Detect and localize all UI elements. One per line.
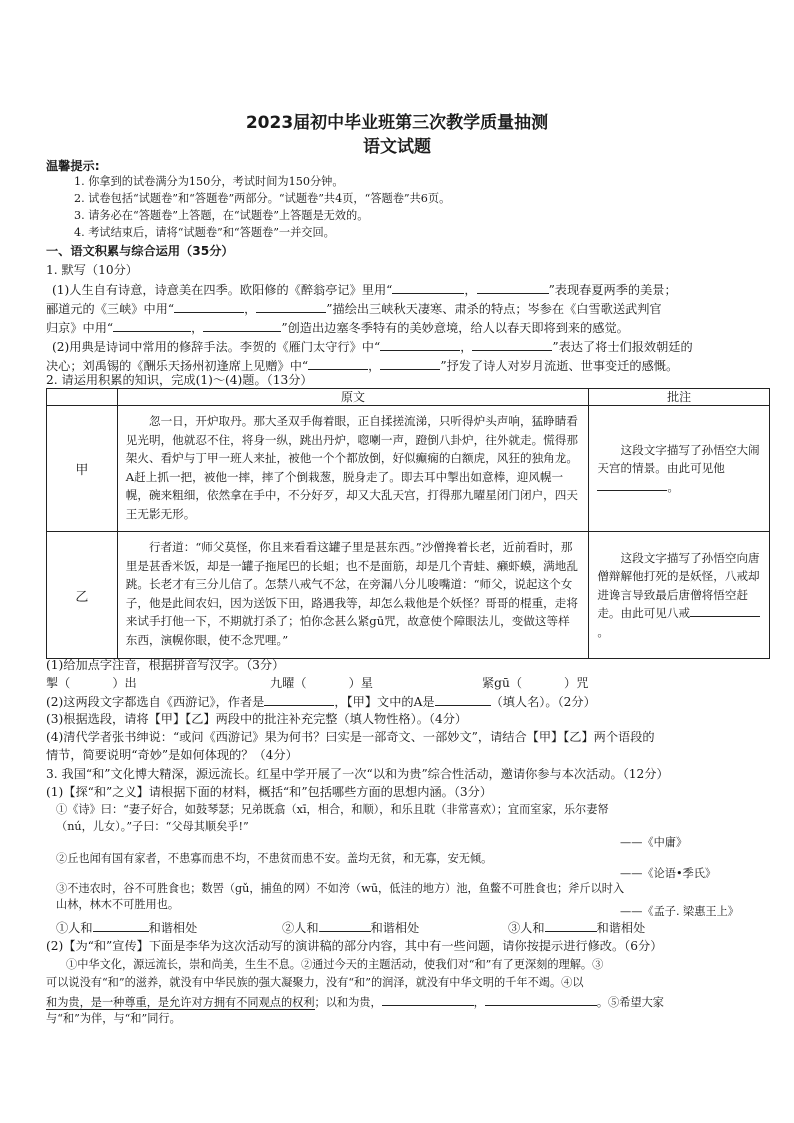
q3-answer-2: ②人和 和谐相处 [282,921,420,935]
q2-1-item3: 紧gū（ ）咒 [482,676,589,690]
q1-2-line1: (2)用典是诗词中常用的修辞手法。李贺的《雁门太守行》中“ ， ”表达了将士们报效朝廷的 [52,340,693,354]
answer-blank[interactable] [380,357,440,370]
q1-1-line2: 郦道元的《三峡》中用“ ， ”描绘出三峡秋天凄寒、肃杀的特点；岑参在《白雪歌送武判官 [46,302,662,316]
answer-blank[interactable] [113,319,191,332]
tip-item-3: 3. 请务必在“答题卷”上答题，在“试题卷”上答题是无效的。 [74,209,369,222]
answer-blank[interactable] [545,919,597,932]
row-a-note-text: 这段文字描写了孙悟空大闹天宫的情景。由此可见他 [597,442,760,476]
row-b-note-text: 这段文字描写了孙悟空向唐僧辩解他打死的是妖怪，八戒却进谗言导致最后唐僧将悟空赶走。由此可见八戒 [597,550,760,621]
tip-item-1: 1. 你拿到的试卷满分为150分，考试时间为150分钟。 [74,175,344,188]
row-b-note: 这段文字描写了孙悟空向唐僧辩解他打死的是妖怪，八戒却进谗言导致最后唐僧将悟空赶走。由此可见八戒。 [589,532,770,659]
q1-2-line2: 决心；刘禹锡的《酬乐天扬州初逢席上见赠》中“ ， ”抒发了诗人对岁月流逝、世事变迁的感慨。 [46,359,679,373]
q3-1: (1)【探“和”之义】请根据下面的材料，概括“和”包括哪些方面的思想内涵。（3分） [46,785,493,799]
q3-speech-line4: 与“和”为伴，与“和”同行。 [46,1012,181,1025]
q2-3: (3)根据选段，请将【甲】【乙】两段中的批注补充完整（填人物性格）。（4分） [46,712,468,726]
row-b-text: 行者道：“师父莫怪，你且来看看这罐子里是甚东西。”沙僧搀着长老，近前看时，那里是甚香米饭，却是一罐子拖尾巴的长蛆；也不是面筋，却是几个青蛙、癞虾蟆，满地乱跳。长老才有三分儿信了。怎禁八戒气不忿，在旁漏八分儿唆嘴道：“师父，说起这个女子，他是此间农妇，因为送饭下田，路遇我等，却怎么栽他是个妖怪？哥哥的棍重，走将来试手打他一下，不期就打杀了；怕你念甚么紧gū咒，故意使个障眼法儿，变做这等样东西，演幌你眼，使不念咒哩。” [125,540,578,647]
tip-item-2: 2. 试卷包括“试题卷”和“答题卷”两部分。“试题卷”共4页，“答题卷”共6页。 [74,192,451,205]
table-corner [47,389,118,406]
q3-material-1b: （nú，儿女）。”子曰：“父母其顺矣乎!” [56,820,249,833]
q3-material-3a: ③不违农时，谷不可胜食也；数罟（gǔ，捕鱼的网）不如洿（wū，低洼的地方）池，鱼鳖不可胜食也；斧斤以时入 [56,882,625,895]
answer-blank[interactable] [485,993,597,1006]
row-b-label: 乙 [47,532,118,659]
q3-material-3-source: ——《孟子. 梁惠王上》 [620,905,739,918]
answer-blank[interactable] [435,693,491,706]
row-a-original [117,406,589,532]
answer-blank[interactable] [174,300,244,313]
q2-1-item1: 掣（ ）出 [46,676,137,690]
q3-heading: 3. 我国“和”文化博大精深，源远流长。红星中学开展了一次“以和为贵”综合性活动，邀请你参与本次活动。（12分） [46,767,669,781]
tip-item-4: 4. 考试结束后，请将“试题卷”和“答题卷”一并交回。 [74,226,335,239]
answer-blank[interactable] [380,338,460,351]
tips-heading: 温馨提示: [46,159,100,173]
q1-1-line3: 归京》中用“ ， ”创造出边塞冬季特有的美妙意境，给人以春天即将到来的感觉。 [46,321,629,335]
answer-blank[interactable] [308,357,368,370]
q2-2: (2)这两段文字都选自《西游记》，作者是 ，【甲】文中的A是 （填人名）。（2分） [46,695,596,709]
col-original-header: 原文 [117,389,589,406]
exam-subtitle: 语文试题 [363,137,431,157]
exam-title: 2023届初中毕业班第三次教学质量抽测 [245,113,549,133]
q3-material-3b: 山林，林木不可胜用也。 [56,898,180,911]
answer-blank[interactable] [203,319,281,332]
answer-blank[interactable] [392,281,464,294]
row-b-original [117,532,589,659]
q3-material-2-source: ——《论语•季氏》 [620,867,717,880]
underlined-sentence: 和为贵，是一种尊重，是允许对方拥有不同观点的权利 [46,996,315,1009]
q2-4-line1: (4)清代学者张书绅说：“或问《西游记》果为何书？曰实是一部奇文、一部妙文”，请结合【甲】【乙】两个语段的 [46,730,655,744]
answer-blank[interactable] [477,281,549,294]
section1-heading: 一、语文积累与综合运用（35分） [46,244,234,258]
q2-1: (1)给加点字注音，根据拼音写汉字。（3分） [46,658,285,672]
answer-blank[interactable] [597,478,667,491]
answer-blank[interactable] [319,919,371,932]
answer-blank[interactable] [382,993,474,1006]
q3-material-1a: ①《诗》曰：“妻子好合，如鼓琴瑟；兄弟既翕（xī，相合，和顺），和乐且耽（非常喜欢）；宜而室家，乐尔妻帑 [56,803,609,816]
answer-blank[interactable] [472,338,552,351]
q2-4-line2: 情节，简要说明“奇妙”是如何体现的？（4分） [46,748,298,762]
col-note-header: 批注 [589,389,770,406]
row-a-label: 甲 [47,406,118,532]
q1-1-line1: (1)人生自有诗意，诗意美在四季。欧阳修的《醉翁亭记》里用“ ， ”表现春夏两季的美景； [52,283,677,297]
answer-blank[interactable] [264,693,334,706]
q2-1-item2: 九曜（ ）星 [270,676,373,690]
q3-2: (2)【为“和”宣传】下面是李华为这次活动写的演讲稿的部分内容，其中有一些问题，请你按提示进行修改。（6分） [46,939,663,953]
q3-answer-1: ①人和 和谐相处 [56,921,198,935]
answer-blank[interactable] [690,604,760,617]
answer-blank[interactable] [256,300,326,313]
reading-table [46,388,770,659]
q1-heading: 1. 默写（10分） [46,263,138,277]
answer-blank[interactable] [93,919,149,932]
q3-material-1-source: ——《中庸》 [620,836,688,849]
q3-speech-line1: ①中华文化，源远流长，崇和尚美，生生不息。②通过今天的主题活动，使我们对“和”有了更深刻的理解。③ [66,958,604,971]
q3-speech-line3: 和为贵，是一种尊重，是允许对方拥有不同观点的权利；以和为贵， ， 。⑤希望大家 [46,993,664,1010]
row-a-note: 这段文字描写了孙悟空大闹天宫的情景。由此可见他。 [589,406,770,532]
q2-heading: 2. 请运用积累的知识，完成(1)～(4)题。（13分） [46,373,313,387]
q3-answer-3: ③人和 和谐相处 [508,921,646,935]
q3-material-2: ②丘也闻有国有家者，不患寡而患不均，不患贫而患不安。盖均无贫，和无寡，安无倾。 [56,852,493,865]
row-a-text: 忽一日，开炉取丹。那大圣双手侮着眼，正自揉搓流涕，只听得炉头声响，猛睁睛看见光明，他就忍不住，将身一纵，跳出丹炉，唿喇一声，蹬倒八卦炉，往外就走。慌得那架火、看炉与丁甲一班人来扯，被他一个个都放倒，好似癫痫的白额虎，风狂的独角龙。A赶上抓一把，被他一摔，摔了个倒栽葱，脱身走了。即去耳中掣出如意棒，迎风幌一幌，碗来粗细，依然拿在手中，不分好歹，却又大乱天宫，打得那九曜星闭门闭户，四天王无影无形。 [125,414,578,521]
q3-speech-line2: 可以说没有“和”的滋养，就没有中华民族的强大凝聚力，没有“和”的润泽，就没有中华文明的千年不竭。④以 [46,976,584,989]
